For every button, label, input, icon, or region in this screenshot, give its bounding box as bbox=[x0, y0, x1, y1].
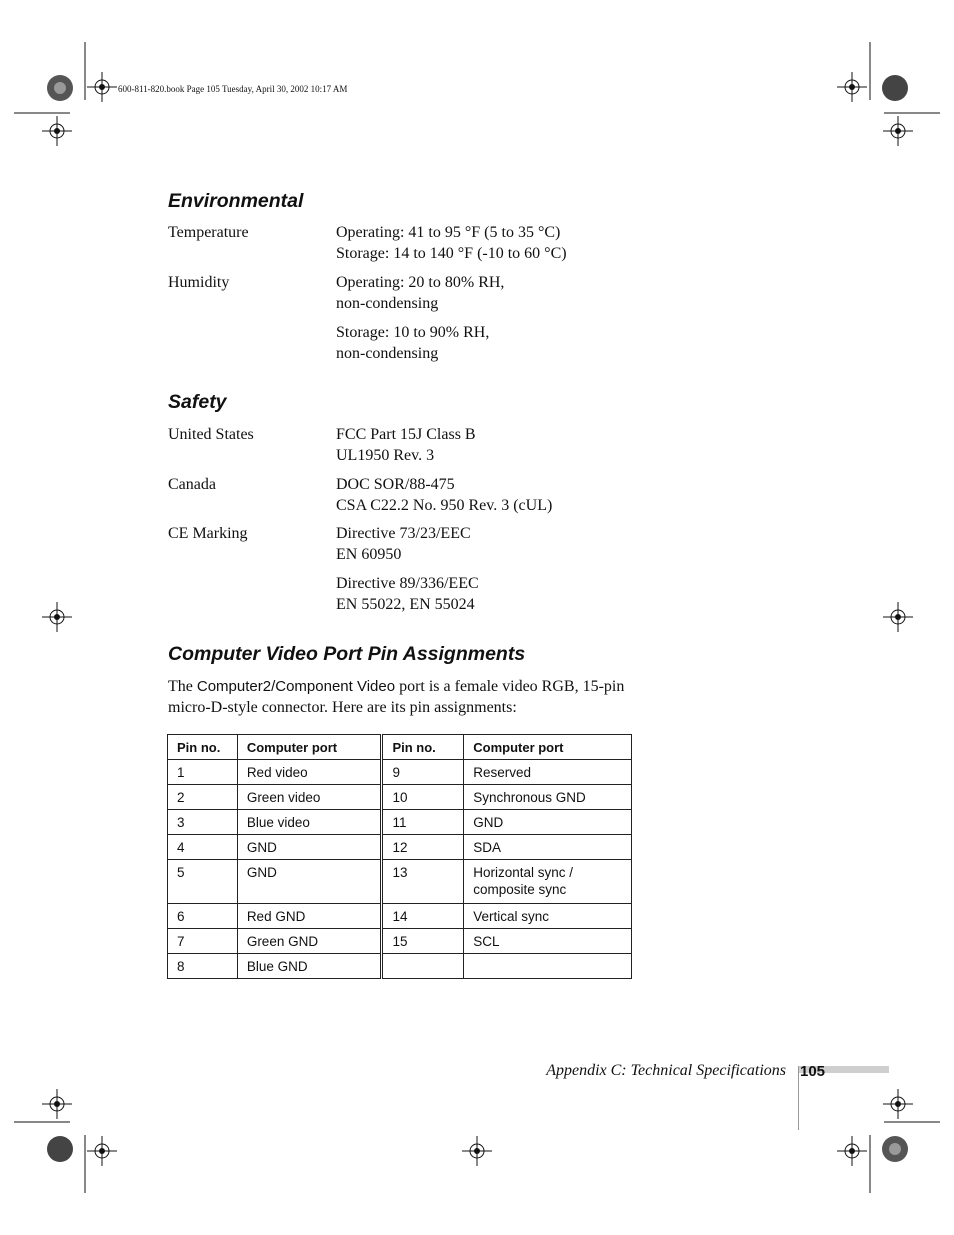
column-header: Computer port bbox=[464, 735, 632, 760]
pin-assignments-table bbox=[167, 734, 632, 979]
intro-text: port is a female video RGB, 15-pin micro-D-style connector. Here are its pin assignments: bbox=[168, 678, 625, 716]
table-cell: GND bbox=[464, 810, 632, 835]
table-cell: Red video bbox=[237, 760, 382, 785]
table-cell: 12 bbox=[382, 835, 464, 860]
table-header-row bbox=[168, 735, 632, 760]
section-heading-environmental: Environmental bbox=[168, 190, 304, 212]
table-row bbox=[168, 810, 632, 835]
table-cell: SDA bbox=[464, 835, 632, 860]
table-cell: GND bbox=[237, 835, 382, 860]
table-cell: 4 bbox=[168, 835, 238, 860]
table-cell: Red GND bbox=[237, 904, 382, 929]
pin-intro-paragraph bbox=[168, 676, 638, 718]
registration-mark-icon bbox=[883, 602, 913, 632]
table-cell: 3 bbox=[168, 810, 238, 835]
humidity-storage-line: Storage: 10 to 90% RH, bbox=[336, 324, 490, 341]
safety-line: Directive 73/23/EEC bbox=[336, 525, 471, 542]
table-cell: 7 bbox=[168, 929, 238, 954]
safety-line: EN 55022, EN 55024 bbox=[336, 596, 475, 613]
registration-mark-icon bbox=[87, 72, 117, 102]
table-cell bbox=[382, 954, 464, 979]
table-row bbox=[168, 785, 632, 810]
column-header: Pin no. bbox=[382, 735, 464, 760]
table-cell: 11 bbox=[382, 810, 464, 835]
safety-value-us bbox=[336, 424, 476, 466]
intro-text: The bbox=[168, 678, 197, 695]
table-cell: SCL bbox=[464, 929, 632, 954]
humidity-operating-value bbox=[336, 272, 504, 314]
safety-line: EN 60950 bbox=[336, 546, 402, 563]
section-heading-safety: Safety bbox=[168, 391, 227, 413]
humidity-storage-value bbox=[336, 322, 489, 364]
temperature-label: Temperature bbox=[168, 224, 249, 241]
table-row bbox=[168, 860, 632, 904]
registration-mark-icon bbox=[42, 1089, 72, 1119]
table-cell: Blue GND bbox=[237, 954, 382, 979]
temperature-operating: Operating: 41 to 95 °F (5 to 35 °C) bbox=[336, 224, 561, 241]
table-cell: Green GND bbox=[237, 929, 382, 954]
safety-label-us: United States bbox=[168, 426, 254, 443]
table-cell: 1 bbox=[168, 760, 238, 785]
registration-mark-icon bbox=[837, 1136, 867, 1166]
registration-mark-icon bbox=[42, 116, 72, 146]
table-cell: 13 bbox=[382, 860, 464, 904]
table-row bbox=[168, 835, 632, 860]
table-cell bbox=[464, 954, 632, 979]
color-target-icon bbox=[46, 74, 74, 102]
safety-line: Directive 89/336/EEC bbox=[336, 575, 479, 592]
color-target-icon bbox=[881, 1135, 909, 1163]
safety-value-canada bbox=[336, 474, 552, 516]
humidity-operating-line: non-condensing bbox=[336, 295, 439, 312]
registration-mark-icon bbox=[87, 1136, 117, 1166]
footer-section-title: Appendix C: Technical Specifications bbox=[546, 1062, 786, 1079]
table-cell: Green video bbox=[237, 785, 382, 810]
safety-value-ce-2 bbox=[336, 573, 479, 615]
table-cell: Blue video bbox=[237, 810, 382, 835]
registration-mark-icon bbox=[883, 1089, 913, 1119]
footer-divider bbox=[798, 1066, 799, 1130]
temperature-value bbox=[336, 222, 567, 264]
safety-line: DOC SOR/88-475 bbox=[336, 476, 455, 493]
table-cell: 6 bbox=[168, 904, 238, 929]
table-cell: 15 bbox=[382, 929, 464, 954]
humidity-storage-line: non-condensing bbox=[336, 345, 439, 362]
humidity-label: Humidity bbox=[168, 274, 230, 291]
table-cell: Reserved bbox=[464, 760, 632, 785]
table-row bbox=[168, 904, 632, 929]
port-name: Computer2/Component Video bbox=[196, 678, 396, 695]
safety-line: CSA C22.2 No. 950 Rev. 3 (cUL) bbox=[336, 497, 553, 514]
color-target-icon bbox=[881, 74, 909, 102]
safety-line: UL1950 Rev. 3 bbox=[336, 447, 435, 464]
registration-mark-icon bbox=[837, 72, 867, 102]
safety-label-ce: CE Marking bbox=[168, 525, 248, 542]
registration-mark-icon bbox=[883, 116, 913, 146]
humidity-operating-line: Operating: 20 to 80% RH, bbox=[336, 274, 505, 291]
table-cell: Synchronous GND bbox=[464, 785, 632, 810]
table-row bbox=[168, 929, 632, 954]
table-cell: 10 bbox=[382, 785, 464, 810]
print-header-note: 600-811-820.book Page 105 Tuesday, April 30, 2002 10:17 AM bbox=[118, 84, 348, 94]
table-cell: 14 bbox=[382, 904, 464, 929]
table-cell: Vertical sync bbox=[464, 904, 632, 929]
table-cell: 8 bbox=[168, 954, 238, 979]
color-target-icon bbox=[46, 1135, 74, 1163]
table-row bbox=[168, 760, 632, 785]
column-header: Pin no. bbox=[168, 735, 238, 760]
registration-mark-icon bbox=[462, 1136, 492, 1166]
safety-value-ce bbox=[336, 523, 471, 565]
table-row bbox=[168, 954, 632, 979]
safety-line: FCC Part 15J Class B bbox=[336, 426, 476, 443]
table-cell: 9 bbox=[382, 760, 464, 785]
safety-label-canada: Canada bbox=[168, 476, 216, 493]
table-cell: 2 bbox=[168, 785, 238, 810]
table-cell: 5 bbox=[168, 860, 238, 904]
registration-mark-icon bbox=[42, 602, 72, 632]
section-heading-pin-assignments: Computer Video Port Pin Assignments bbox=[168, 643, 526, 665]
table-cell: Horizontal sync / composite sync bbox=[464, 860, 632, 904]
table-cell: GND bbox=[237, 860, 382, 904]
column-header: Computer port bbox=[237, 735, 382, 760]
page-number: 105 bbox=[800, 1063, 826, 1080]
temperature-storage: Storage: 14 to 140 °F (-10 to 60 °C) bbox=[336, 245, 567, 262]
